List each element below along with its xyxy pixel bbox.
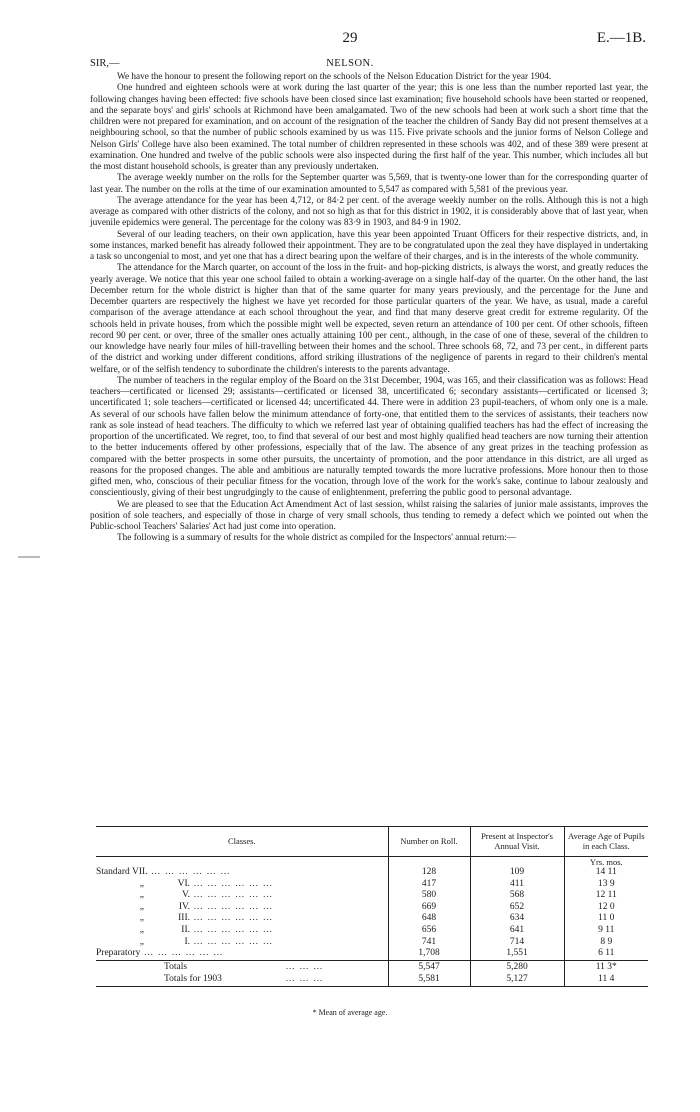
leader-dots: … … … … … … [140, 948, 224, 959]
header-present: Present at Inspector's Annual Visit. [470, 827, 564, 857]
paragraph: The average weekly number on the rolls for the September quarter was 5,569, that is twenty-one lower than for the corresponding quarter of last year. The number on the rolls at the time of our examination amounted to 5,547 as compared with 5,581 of the previous year. [90, 173, 648, 195]
paragraph: The attendance for the March quarter, on account of the loss in the fruit- and hop-picking districts, is always the worst, and greatly reduces the yearly average. We notice that this year one school failed to obtain a working-average on a single half-day of the quarter. On the other hand, the last December return for the whole district is higher than that of the same quarter for many years previously, and the percentage for the June and December quarters are respectively the highest we have yet recorded for those particular quarters of the year. We have, as usual, made a careful comparison of the average attendance at each school throughout the year, and find that many deserve great credit for extreme regularity. Of the schools held in private houses, from which the possible might well be expected, seven return an attendance of 100 per cent. Of other schools, fifteen record 90 per cent. or over, three of the smaller ones actually attaining 100 per cent., although, in the case of one of these, several of the children to our knowledge have nearly four miles of hill-travelling between their homes and the school. Three schools 68, 72, and 73 per cent., in different parts of the district and working under different conditions, afford striking illustrations of the negligence of parents in regard to their children's mental welfare, or of the selfish tendency to subordinate the children's interests to the parents advantage. [90, 263, 648, 375]
leader-dots: … … … … … … [190, 901, 274, 912]
roll-cell: 741 [388, 937, 470, 949]
age-cell: 14 11 [564, 867, 648, 879]
table-row [96, 867, 648, 879]
roll-cell: 417 [388, 879, 470, 891]
totals-label: Totals for 1903 [164, 974, 222, 985]
age-cell: 6 11 [564, 948, 648, 960]
age-cell: 9 11 [564, 925, 648, 937]
table-row [96, 879, 648, 891]
age-units: Yrs. mos. [564, 857, 648, 868]
roll-cell: 656 [388, 925, 470, 937]
roll-cell: 648 [388, 913, 470, 925]
present-cell: 568 [470, 890, 564, 902]
paragraph: The number of teachers in the regular employ of the Board on the 31st December, 1904, was 165, and their classification was as follows: Head teachers—certificated or licensed 29; assistants—certificated or licensed 38, uncertificated 6; secondary assistants—certificated or licensed 3; uncertificated 1; sole teachers—certificated or licensed 44; uncertificated 44. There were in addition 23 pupil-teachers, of whom only one is a male. As several of our schools have fallen below the minimum attendance of forty-one, that entitled them to the services of assistants, their teachers now rank as sole instead of head teachers. The difficulty to which we referred last year of obtaining qualified teachers has had the effect of increasing the proportion of the uncertificated. We regret, too, to find that several of our best and most highly qualified head teachers are now turning their attention to the better inducements offered by other professions, especially that of the law. The absence of any great prizes in the teaching profession as compared with the better prospects in some other pursuits, the uncertainty of promotion, and the poor attendance in this district, are all urged as reasons for the proposed changes. The able and ambitious are naturally tempted towards the more lucrative professions. More honour then to those gifted men, who, conscious of their peculiar fitness for the vocation, through love of the work for the work's sake, continue to labour zealously and conscientiously, giving of their best ungrudgingly to the cause of enlightenment, preferring the public good to personal advantage. [90, 375, 648, 499]
district-heading: NELSON. [326, 58, 374, 69]
totals-age: 11 3* [564, 960, 648, 973]
page-number: 29 [342, 30, 358, 46]
age-cell: 12 0 [564, 902, 648, 914]
present-cell: 652 [470, 902, 564, 914]
present-cell: 634 [470, 913, 564, 925]
table-footnote: * Mean of average age. [312, 1008, 388, 1017]
class-label: II. [181, 924, 190, 935]
leader-dots: … … … [282, 974, 324, 985]
report-body [90, 72, 648, 545]
roll-cell: 580 [388, 890, 470, 902]
paragraph: The average attendance for the year has been 4,712, or 84·2 per cent. of the average weekly number on the rolls. Although this is not a high average as compared with other districts of the colony, and not so high as that for this district in 1902, it is considerably above that of last year, when juvenile epidemics were general. The percentage for the colony was 83·9 in 1903, and 84·9 in 1902. [90, 195, 648, 229]
totals-present: 5,127 [470, 973, 564, 986]
roll-cell: 669 [388, 902, 470, 914]
header-roll: Number on Roll. [388, 827, 470, 857]
class-label: V. [181, 890, 190, 901]
age-cell: 8 9 [564, 937, 648, 949]
age-cell: 12 11 [564, 890, 648, 902]
totals-age: 11 4 [564, 973, 648, 986]
paragraph: We have the honour to present the following report on the schools of the Nelson Education District for the year 1904. [117, 72, 552, 82]
present-cell: 109 [470, 867, 564, 879]
table-row [96, 937, 648, 949]
paragraph: The following is a summary of results for the whole district as compiled for the Inspectors' annual return:— [117, 533, 517, 544]
class-label: Standard VII. [96, 867, 148, 877]
present-cell: 641 [470, 925, 564, 937]
table-row [96, 948, 648, 960]
ditto-mark: „ [139, 901, 144, 912]
leader-dots: … … … … … … [147, 867, 231, 877]
leader-dots: … … … … … … [190, 924, 274, 935]
table-row [96, 913, 648, 925]
totals-row [96, 973, 648, 986]
ditto-mark: „ [139, 936, 144, 947]
age-cell: 11 0 [564, 913, 648, 925]
totals-roll: 5,581 [388, 973, 470, 986]
roll-cell: 1,708 [388, 948, 470, 960]
salutation: SIR,— [90, 58, 120, 69]
table-row [96, 890, 648, 902]
paragraph: Several of our leading teachers, on their own application, have this year been appointed Truant Officers for their respective districts, and, in some instances, marked benefit has already followed their appointment. They are to be congratulated upon the zeal they have displayed in undertaking a task so uncongenial to most, and yet one that has a direct bearing upon the welfare of their charges, and is in the interests of the whole community. [90, 229, 648, 262]
present-cell: 1,551 [470, 948, 564, 960]
age-cell: 13 9 [564, 879, 648, 891]
leader-dots: … … … [282, 961, 324, 972]
roll-cell: 128 [388, 867, 470, 879]
table-row [96, 925, 648, 937]
totals-row [96, 960, 648, 973]
leader-dots: … … … … … … [190, 936, 274, 947]
class-label: III. [178, 913, 190, 924]
units-row [96, 857, 648, 868]
class-label: Preparatory [96, 948, 141, 959]
totals-roll: 5,547 [388, 960, 470, 973]
present-cell: 411 [470, 879, 564, 891]
paragraph: We are pleased to see that the Education Act Amendment Act of last session, whilst raising the salaries of junior male assistants, improves the position of sole teachers, and especially of those in charge of very small schools, thus tending to remedy a defect which we pointed out when the Public-school Teachers' Salaries' Act had just come into operation. [90, 499, 648, 532]
leader-dots: … … … … … … [190, 878, 274, 889]
present-cell: 714 [470, 937, 564, 949]
class-label: I. [184, 936, 190, 947]
ditto-mark: „ [139, 913, 144, 924]
paragraph: One hundred and eighteen schools were at work during the last quarter of the year; this is one less than the number reported last year, the following changes having been effected: five schools have been closed since last examination; five household schools have been started or reopened, and the separate boys' and girls' schools at Richmond have been amalgamated. Two of the new schools had been at work such a short time that the children were not prepared for examination, and on account of the resignation of the teacher the children of Sandy Bay did not present themselves at a neighbouring school, so that the number of public schools examined by us was 115. Five private schools and the junior forms of Nelson College and Nelson Girls' College have also been examined. The total number of children represented in these schools was 402, and of these 389 were present at examination. One hundred and twelve of the public schools were also inspected during the first half of the year. This number, which includes all but the most distant household schools, is greater than any previously undertaken. [90, 83, 648, 172]
summary-table [96, 826, 648, 987]
document-reference: E.—1B. [596, 30, 646, 46]
table-row [96, 902, 648, 914]
totals-present: 5,280 [470, 960, 564, 973]
leader-dots: … … … … … … [190, 913, 274, 924]
leader-dots: … … … … … … [190, 890, 274, 901]
class-label: VI. [177, 878, 190, 889]
margin-mark [18, 556, 40, 558]
header-age: Average Age of Pupils in each Class. [564, 827, 648, 857]
class-label: IV. [178, 901, 190, 912]
ditto-mark: „ [139, 878, 144, 889]
header-classes: Classes. [96, 827, 388, 857]
ditto-mark: „ [139, 924, 144, 935]
ditto-mark: „ [139, 890, 144, 901]
totals-label: Totals [164, 961, 188, 972]
